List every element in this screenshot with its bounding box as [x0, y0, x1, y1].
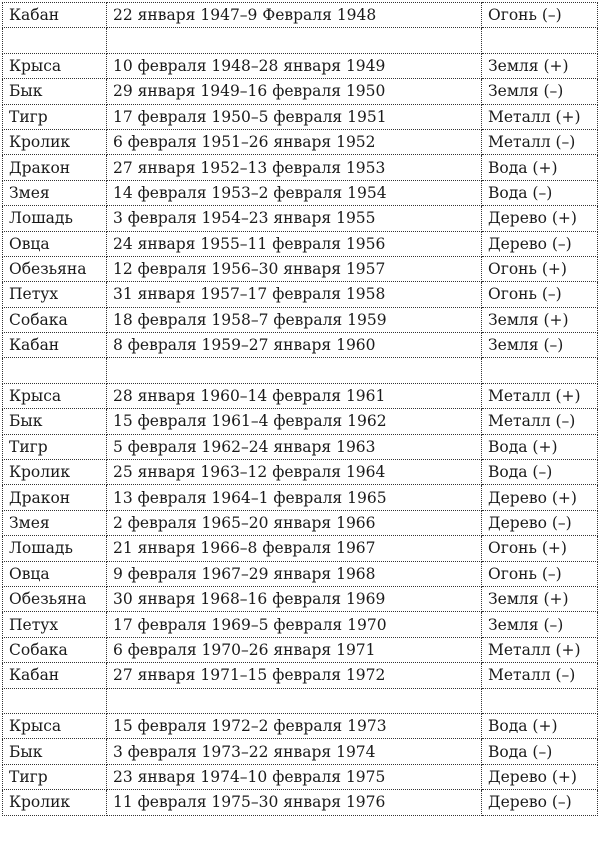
- dates-cell: 15 февраля 1961–4 февраля 1962: [107, 409, 482, 434]
- separator-row: [3, 28, 598, 53]
- table-row: [3, 409, 598, 434]
- dates-cell: 9 февраля 1967–29 января 1968: [107, 561, 482, 586]
- dates-cell: 29 января 1949–16 февраля 1950: [107, 79, 482, 104]
- animal-cell: Кролик: [3, 460, 107, 485]
- table-row: [3, 333, 598, 358]
- element-cell: Дерево (–): [482, 231, 598, 256]
- animal-cell: Змея: [3, 510, 107, 535]
- element-cell: Земля (–): [482, 333, 598, 358]
- dates-cell: 14 февраля 1953–2 февраля 1954: [107, 180, 482, 205]
- element-cell: Вода (–): [482, 460, 598, 485]
- element-cell: Огонь (–): [482, 3, 598, 28]
- table-row: [3, 510, 598, 535]
- separator-row: [3, 688, 598, 713]
- table-row: [3, 586, 598, 611]
- animal-cell: Тигр: [3, 104, 107, 129]
- table-row: [3, 256, 598, 281]
- dates-cell: 3 февраля 1973–22 января 1974: [107, 739, 482, 764]
- table-row: [3, 129, 598, 154]
- dates-cell: 27 января 1952–13 февраля 1953: [107, 155, 482, 180]
- element-cell: Земля (–): [482, 79, 598, 104]
- table-row: [3, 764, 598, 789]
- dates-cell: 23 января 1974–10 февраля 1975: [107, 764, 482, 789]
- dates-cell: 31 января 1957–17 февраля 1958: [107, 282, 482, 307]
- element-cell: Дерево (+): [482, 206, 598, 231]
- animal-cell: Собака: [3, 307, 107, 332]
- animal-cell: Обезьяна: [3, 256, 107, 281]
- animal-cell: Петух: [3, 612, 107, 637]
- table-row: [3, 180, 598, 205]
- dates-cell: 17 февраля 1969–5 февраля 1970: [107, 612, 482, 637]
- dates-cell: 6 февраля 1970–26 января 1971: [107, 637, 482, 662]
- animal-cell: Тигр: [3, 764, 107, 789]
- separator-row: [3, 358, 598, 383]
- element-cell: Земля (+): [482, 53, 598, 78]
- element-cell: Земля (–): [482, 612, 598, 637]
- table-row: [3, 612, 598, 637]
- animal-cell: Крыса: [3, 383, 107, 408]
- dates-cell: 22 января 1947–9 Февраля 1948: [107, 3, 482, 28]
- dates-cell: 2 февраля 1965–20 января 1966: [107, 510, 482, 535]
- animal-cell: Лошадь: [3, 536, 107, 561]
- dates-cell: 18 февраля 1958–7 февраля 1959: [107, 307, 482, 332]
- dates-cell: 3 февраля 1954–23 января 1955: [107, 206, 482, 231]
- element-cell: Земля (+): [482, 307, 598, 332]
- element-cell: Вода (+): [482, 434, 598, 459]
- element-cell: Дерево (–): [482, 790, 598, 815]
- separator-cell: [482, 358, 598, 383]
- animal-cell: Кролик: [3, 129, 107, 154]
- animal-cell: Обезьяна: [3, 586, 107, 611]
- table-row: [3, 206, 598, 231]
- table-row: [3, 485, 598, 510]
- animal-cell: Дракон: [3, 155, 107, 180]
- element-cell: Металл (–): [482, 129, 598, 154]
- animal-cell: Бык: [3, 409, 107, 434]
- element-cell: Огонь (–): [482, 282, 598, 307]
- element-cell: Огонь (–): [482, 561, 598, 586]
- element-cell: Металл (–): [482, 409, 598, 434]
- separator-cell: [482, 688, 598, 713]
- table-row: [3, 231, 598, 256]
- element-cell: Земля (+): [482, 586, 598, 611]
- element-cell: Вода (–): [482, 739, 598, 764]
- table-row: [3, 637, 598, 662]
- dates-cell: 17 февраля 1950–5 февраля 1951: [107, 104, 482, 129]
- animal-cell: Змея: [3, 180, 107, 205]
- animal-cell: Бык: [3, 79, 107, 104]
- animal-cell: Крыса: [3, 53, 107, 78]
- element-cell: Металл (+): [482, 104, 598, 129]
- separator-cell: [107, 358, 482, 383]
- element-cell: Дерево (+): [482, 485, 598, 510]
- dates-cell: 28 января 1960–14 февраля 1961: [107, 383, 482, 408]
- element-cell: Металл (+): [482, 383, 598, 408]
- animal-cell: Овца: [3, 561, 107, 586]
- zodiac-table-body: [3, 3, 598, 816]
- animal-cell: Овца: [3, 231, 107, 256]
- table-row: [3, 790, 598, 815]
- dates-cell: 12 февраля 1956–30 января 1957: [107, 256, 482, 281]
- separator-cell: [3, 358, 107, 383]
- element-cell: Дерево (–): [482, 510, 598, 535]
- element-cell: Огонь (+): [482, 256, 598, 281]
- table-row: [3, 739, 598, 764]
- animal-cell: Собака: [3, 637, 107, 662]
- dates-cell: 15 февраля 1972–2 февраля 1973: [107, 713, 482, 738]
- table-row: [3, 561, 598, 586]
- separator-cell: [482, 28, 598, 53]
- table-row: [3, 713, 598, 738]
- table-row: [3, 79, 598, 104]
- table-row: [3, 104, 598, 129]
- animal-cell: Кролик: [3, 790, 107, 815]
- separator-cell: [3, 28, 107, 53]
- table-row: [3, 282, 598, 307]
- dates-cell: 21 января 1966–8 февраля 1967: [107, 536, 482, 561]
- dates-cell: 24 января 1955–11 февраля 1956: [107, 231, 482, 256]
- dates-cell: 6 февраля 1951–26 января 1952: [107, 129, 482, 154]
- element-cell: Вода (–): [482, 180, 598, 205]
- animal-cell: Крыса: [3, 713, 107, 738]
- separator-cell: [107, 688, 482, 713]
- dates-cell: 13 февраля 1964–1 февраля 1965: [107, 485, 482, 510]
- table-row: [3, 663, 598, 688]
- element-cell: Вода (+): [482, 155, 598, 180]
- dates-cell: 10 февраля 1948–28 января 1949: [107, 53, 482, 78]
- table-row: [3, 434, 598, 459]
- dates-cell: 5 февраля 1962–24 января 1963: [107, 434, 482, 459]
- animal-cell: Лошадь: [3, 206, 107, 231]
- dates-cell: 25 января 1963–12 февраля 1964: [107, 460, 482, 485]
- separator-cell: [107, 28, 482, 53]
- table-row: [3, 307, 598, 332]
- table-row: [3, 3, 598, 28]
- animal-cell: Кабан: [3, 3, 107, 28]
- animal-cell: Бык: [3, 739, 107, 764]
- animal-cell: Дракон: [3, 485, 107, 510]
- element-cell: Огонь (+): [482, 536, 598, 561]
- dates-cell: 11 февраля 1975–30 января 1976: [107, 790, 482, 815]
- separator-cell: [3, 688, 107, 713]
- animal-cell: Кабан: [3, 333, 107, 358]
- element-cell: Вода (+): [482, 713, 598, 738]
- zodiac-table: [2, 2, 598, 816]
- animal-cell: Кабан: [3, 663, 107, 688]
- table-row: [3, 536, 598, 561]
- dates-cell: 8 февраля 1959–27 января 1960: [107, 333, 482, 358]
- table-row: [3, 383, 598, 408]
- table-row: [3, 460, 598, 485]
- element-cell: Металл (+): [482, 637, 598, 662]
- animal-cell: Тигр: [3, 434, 107, 459]
- table-row: [3, 53, 598, 78]
- animal-cell: Петух: [3, 282, 107, 307]
- element-cell: Металл (–): [482, 663, 598, 688]
- dates-cell: 27 января 1971–15 февраля 1972: [107, 663, 482, 688]
- table-row: [3, 155, 598, 180]
- dates-cell: 30 января 1968–16 февраля 1969: [107, 586, 482, 611]
- element-cell: Дерево (+): [482, 764, 598, 789]
